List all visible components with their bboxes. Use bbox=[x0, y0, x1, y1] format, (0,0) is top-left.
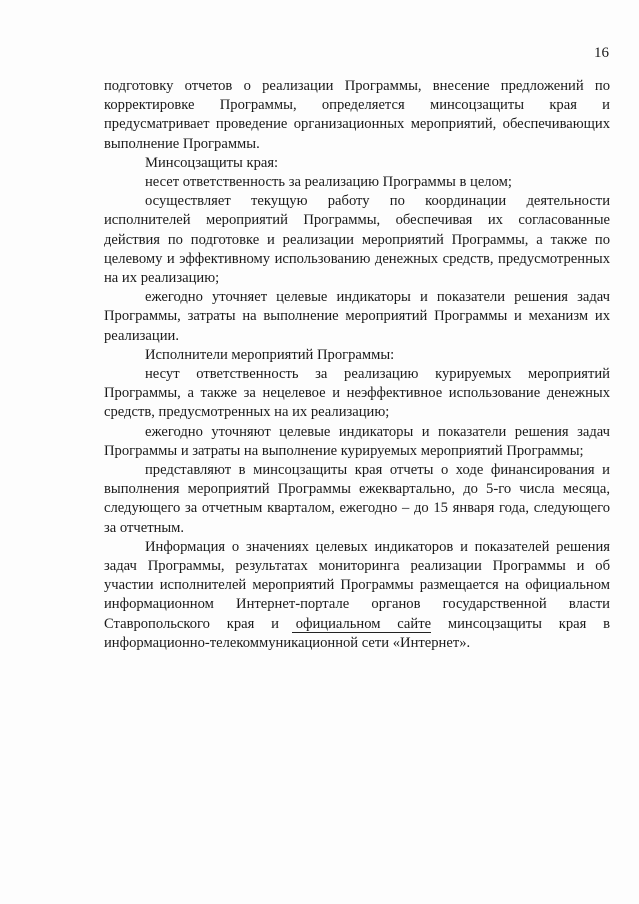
paragraph-ministry-coordination: осуществляет текущую работу по координации деятельности исполнителей мероприятий Программы, обеспечивая их согласованные действия по подготовке и реализации мероприятий Программы, а также по целевому и эффективному использованию денежных средств, предусмотренных на их реализацию; bbox=[104, 193, 610, 287]
paragraph-ministry-heading: Минсоцзащиты края: bbox=[145, 154, 279, 171]
paragraph-executors-heading: Исполнители мероприятий Программы: bbox=[145, 346, 395, 363]
page-number: 16 bbox=[594, 45, 609, 61]
end-separator-line bbox=[292, 632, 431, 633]
paragraph-executors-responsibility: несут ответственность за реализацию курируемых мероприятий Программы, а также за нецелевое и неэффективное использование денежных средств, предусмотренных на их реализацию; bbox=[104, 366, 610, 421]
paragraph-executors-reports: представляют в минсоцзащиты края отчеты о ходе финансирования и выполнения мероприятий Программы ежеквартально, до 5-го числа месяца, следующего за отчетным кварталом, ежегодно – до 15 января года, следующего за отчетным. bbox=[104, 462, 610, 536]
paragraph-ministry-indicators: ежегодно уточняет целевые индикаторы и показатели решения задач Программы, затраты на выполнение мероприятий Программы и механизм их реализации. bbox=[104, 289, 610, 344]
paragraph-information: Информация о значениях целевых индикаторов и показателей решения задач Программы, результатах мониторинга реализации Программы и об участии исполнителей мероприятий Программы размещается на официальном информационном Интернет-портале органов государственной власти Ставропольского края и официальном сайте минсоцзащиты края в информационно-телекоммуникационной сети «Интернет». bbox=[104, 538, 610, 651]
paragraph-executors-indicators: ежегодно уточняют целевые индикаторы и показатели решения задач Программы и затраты на выполнение курируемых мероприятий Программы; bbox=[104, 423, 610, 459]
document-body bbox=[104, 77, 610, 653]
paragraph-ministry-responsibility: несет ответственность за реализацию Программы в целом; bbox=[145, 174, 512, 191]
paragraph-continuation: подготовку отчетов о реализации Программы, внесение предложений по корректировке Программы, определяется минсоцзащиты края и предусматривает проведение организационных мероприятий, обеспечивающих выполнение Программы. bbox=[104, 78, 610, 152]
